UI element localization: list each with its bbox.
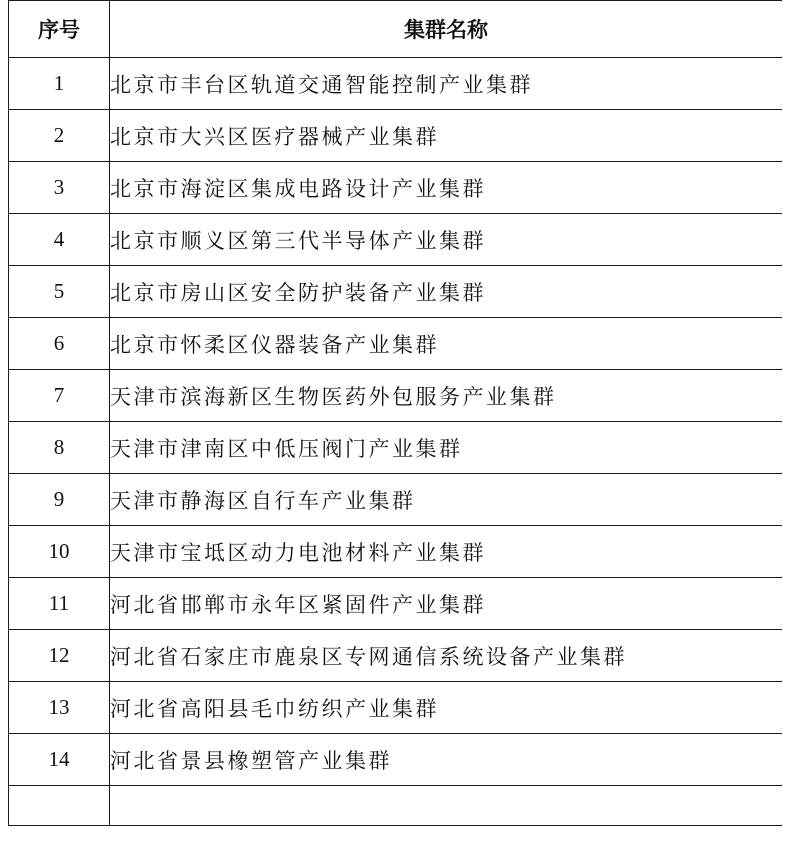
document-page — [8, 0, 782, 844]
table-row — [9, 630, 783, 682]
table-row — [9, 162, 783, 214]
table-row — [9, 214, 783, 266]
row-index-empty — [9, 786, 110, 826]
row-name: 天津市宝坻区动力电池材料产业集群 — [110, 526, 783, 578]
row-name: 北京市丰台区轨道交通智能控制产业集群 — [110, 58, 783, 110]
row-name: 北京市海淀区集成电路设计产业集群 — [110, 162, 783, 214]
row-name: 北京市大兴区医疗器械产业集群 — [110, 110, 783, 162]
row-index: 4 — [9, 214, 110, 266]
row-name: 河北省高阳县毛巾纺织产业集群 — [110, 682, 783, 734]
table-body — [9, 58, 783, 826]
table-row — [9, 266, 783, 318]
row-index: 3 — [9, 162, 110, 214]
row-index: 13 — [9, 682, 110, 734]
row-index: 11 — [9, 578, 110, 630]
table-row — [9, 682, 783, 734]
row-index: 5 — [9, 266, 110, 318]
row-index: 8 — [9, 422, 110, 474]
row-index: 12 — [9, 630, 110, 682]
row-index: 14 — [9, 734, 110, 786]
row-name: 河北省邯郸市永年区紧固件产业集群 — [110, 578, 783, 630]
row-name: 天津市滨海新区生物医药外包服务产业集群 — [110, 370, 783, 422]
table-row — [9, 370, 783, 422]
row-index: 2 — [9, 110, 110, 162]
row-index: 1 — [9, 58, 110, 110]
row-name-empty — [110, 786, 783, 826]
table-row — [9, 110, 783, 162]
table-row — [9, 578, 783, 630]
row-name: 北京市房山区安全防护装备产业集群 — [110, 266, 783, 318]
row-name: 河北省景县橡塑管产业集群 — [110, 734, 783, 786]
row-name: 北京市顺义区第三代半导体产业集群 — [110, 214, 783, 266]
cluster-table — [8, 0, 782, 826]
table-row — [9, 526, 783, 578]
table-row — [9, 318, 783, 370]
row-name: 天津市静海区自行车产业集群 — [110, 474, 783, 526]
row-name: 天津市津南区中低压阀门产业集群 — [110, 422, 783, 474]
header-name: 集群名称 — [110, 1, 783, 58]
row-index: 6 — [9, 318, 110, 370]
table-row — [9, 734, 783, 786]
table-row — [9, 474, 783, 526]
table-row-partial — [9, 786, 783, 826]
row-name: 河北省石家庄市鹿泉区专网通信系统设备产业集群 — [110, 630, 783, 682]
row-index: 9 — [9, 474, 110, 526]
table-row — [9, 422, 783, 474]
row-index: 10 — [9, 526, 110, 578]
row-index: 7 — [9, 370, 110, 422]
table-header-row — [9, 1, 783, 58]
row-name: 北京市怀柔区仪器装备产业集群 — [110, 318, 783, 370]
header-index: 序号 — [9, 1, 110, 58]
table-row — [9, 58, 783, 110]
